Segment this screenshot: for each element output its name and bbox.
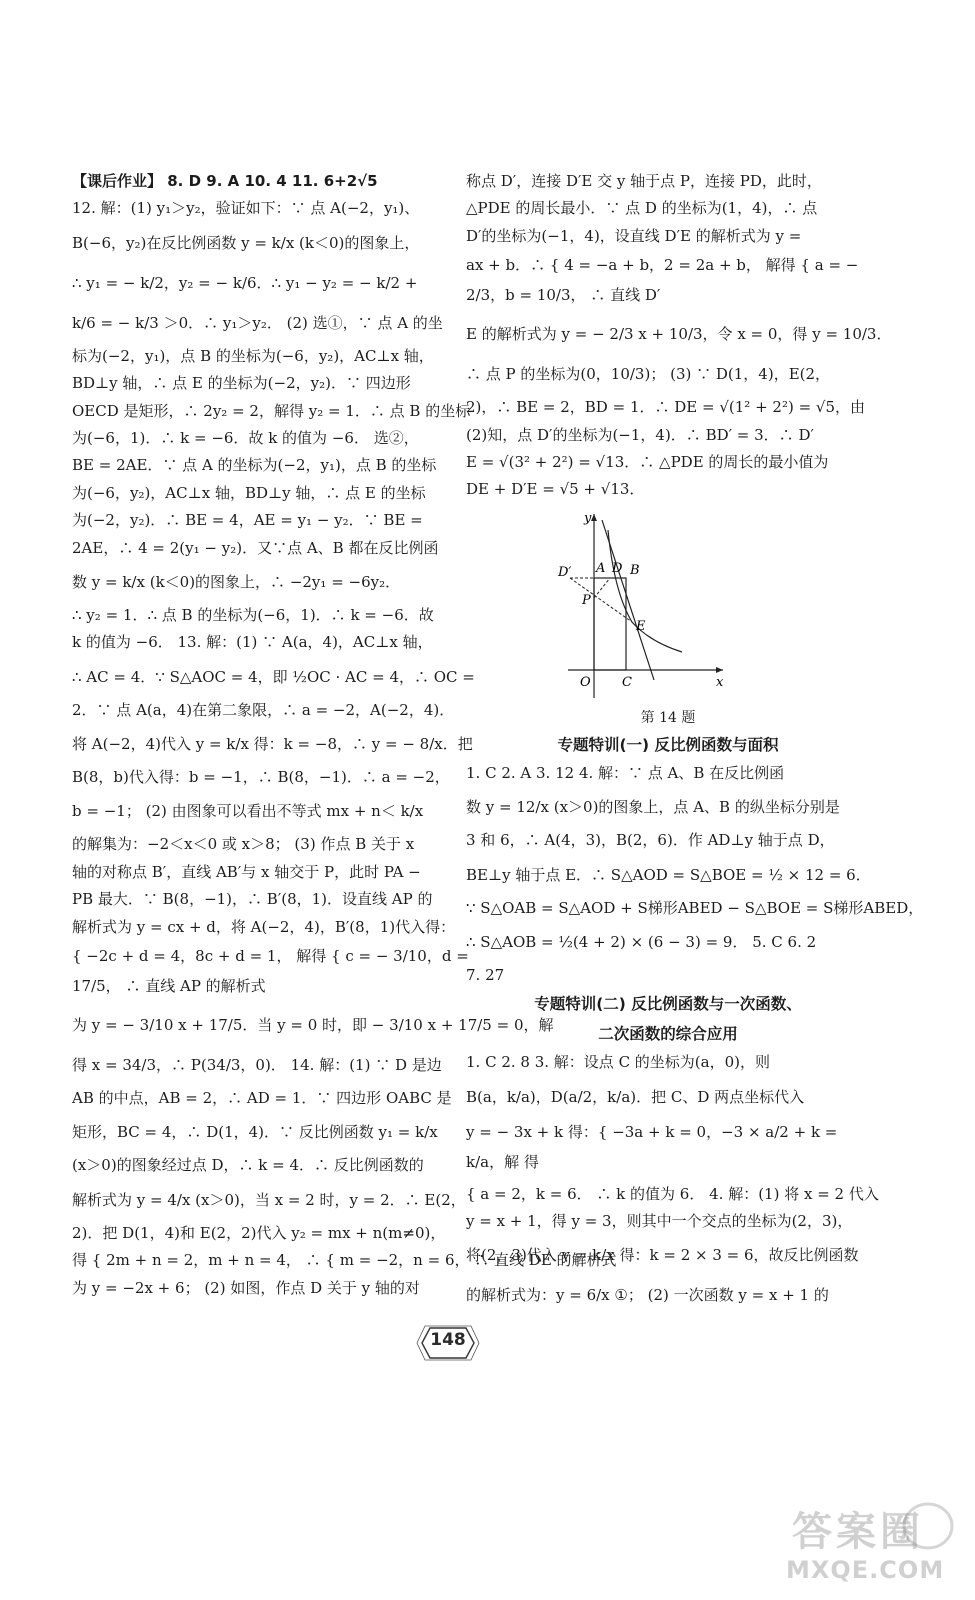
text-line: (2)知，点 D′的坐标为(−1，4)．∴ BD′ = 3．∴ D′ [466,425,814,444]
text-line: 数 y = 12/x (x＞0)的图象上，点 A、B 的纵坐标分别是 [466,798,840,817]
page-number: 148 [430,1330,466,1350]
text-line: ∴ AC = 4．∵ S△AOC = 4，即 ½OC · AC = 4，∴ OC = [72,667,475,686]
text-line: OECD 是矩形，∴ 2y₂ = 2，解得 y₂ = 1．∴ 点 B 的坐标 [72,401,471,420]
section-title: 专题特训(一) 反比例函数与面积 [557,735,779,754]
text-line: (x＞0)的图象经过点 D，∴ k = 4．∴ 反比例函数的 [72,1156,424,1175]
label-a: A [596,560,606,576]
text-line: B(8，b)代入得：b = −1，∴ B(8，−1)．∴ a = −2， [72,768,450,787]
equation-system-line: { −2c + d = 4，8c + d = 1， 解得 { c = − 3/10，d = 17/5， ∴ 直线 AP 的解析式 [72,947,469,996]
watermark-text: MXQE.COM [786,1556,945,1584]
text-line: 2AE，∴ 4 = 2(y₁ − y₂)．又∵点 A、B 都在反比例函 [72,538,439,557]
text-line: ∴ y₁ = − k/2，y₂ = − k/6．∴ y₁ − y₂ = − k/2 + [72,273,418,292]
label-d-prime: D′ [558,564,572,580]
text-line: k/6 = − k/3 ＞0．∴ y₁＞y₂． (2) 选①，∵ 点 A 的坐 [72,313,443,332]
text-line: 为(−6，1)．∴ k = −6．故 k 的值为 −6． 选②， [72,428,419,447]
label-o: O [580,674,591,690]
text-line: BE⊥y 轴于点 E．∴ S△AOD = S△BOE = ½ × 12 = 6． [466,865,871,884]
text-line: 为(−2，y₂)．∴ BE = 4，AE = y₁ − y₂．∵ BE = [72,511,423,530]
text-line: k 的值为 −6． 13. 解：(1) ∵ A(a，4)，AC⊥x 轴， [72,633,433,652]
text-line: B(−6，y₂)在反比例函数 y = k/x (k＜0)的图象上， [72,233,420,252]
text-line: AB 的中点，AB = 2，∴ AD = 1．∵ 四边形 OABC 是 [72,1089,452,1108]
text-line: BD⊥y 轴，∴ 点 E 的坐标为(−2，y₂)．∵ 四边形 [72,374,411,393]
text-line: DE + D′E = √5 + √13． [466,480,645,499]
text-line: ∴ y₂ = 1．∴ 点 B 的坐标为(−6，1)．∴ k = −6．故 [72,605,434,624]
text-line: 1. C 2. 8 3. 解：设点 C 的坐标为(a，0)，则 [466,1053,771,1072]
geometry-figure [466,510,870,706]
label-b: B [630,562,640,578]
label-x: x [716,674,724,690]
text-line: y = x + 1，得 y = 3，则其中一个交点的坐标为(2，3)， [466,1212,853,1231]
y-axis-arrow [591,514,597,521]
text-line: 的解析式为：y = 6/x ①； (2) 一次函数 y = x + 1 的 [466,1286,829,1305]
text-line: 2)．把 D(1，4)和 E(2，2)代入 y₂ = mx + n(m≠0)， [72,1223,446,1242]
text-line: 2．∵ 点 A(a，4)在第二象限，∴ a = −2，A(−2，4)． [72,700,455,719]
text-line: b = −1； (2) 由图象可以看出不等式 mx + n＜ k/x [72,802,424,821]
text-line: 为 y = − 3/10 x + 17/5．当 y = 0 时，即 − 3/10 x + 17/5 = 0，解 [72,1016,554,1035]
section-title: 专题特训(二) 反比例函数与一次函数、 [534,995,802,1014]
text-line: PB 最大．∵ B(8，−1)，∴ B′(8，1)．设直线 AP 的 [72,890,433,909]
text-line: 1. C 2. A 3. 12 4. 解：∵ 点 A、B 在反比例函 [466,763,785,782]
section-title-continued: 二次函数的综合应用 [598,1025,738,1044]
text-line: 解析式为 y = cx + d，将 A(−2，4)，B′(8，1)代入得： [72,917,456,936]
coordinate-diagram [558,510,728,700]
figure-caption: 第 14 题 [640,709,696,726]
label-p: P [582,592,591,608]
text-line: ∴ S△AOB = ½(4 + 2) × (6 − 3) = 9． 5. C 6. 2 [466,932,817,951]
text-line: △PDE 的周长最小．∵ 点 D 的坐标为(1，4)，∴ 点 [466,199,818,218]
label-c: C [622,674,632,690]
equation-system-line: y = − 3x + k 得：{ −3a + k = 0，−3 × a/2 + k = k/a，解 得 [466,1122,838,1171]
text-line: 矩形，BC = 4，∴ D(1，4)．∵ 反比例函数 y₁ = k/x [72,1123,438,1142]
text-line: 称点 D′，连接 D′E 交 y 轴于点 P，连接 PD，此时， [466,172,822,190]
equation-system-line: 得 { 2m + n = 2，m + n = 4， ∴ { m = −2，n = 6， ∴ 直线 DE 的解析式 [72,1251,617,1270]
text-line: 为 y = −2x + 6； (2) 如图，作点 D 关于 y 轴的对 [72,1278,420,1297]
text-line: 的解集为：−2＜x＜0 或 x＞8； (3) 作点 B 关于 x [72,835,415,854]
x-axis-arrow [716,667,723,673]
text-line: B(a，k/a)，D(a/2，k/a)．把 C、D 两点坐标代入 [466,1087,805,1106]
text-line: D′的坐标为(−1，4)，设直线 D′E 的解析式为 y = [466,226,802,245]
right-column [466,168,924,1315]
text-line: 3 和 6，∴ A(4，3)，B(2，6)．作 AD⊥y 轴于点 D， [466,831,835,850]
dashed-segment-pd [594,578,610,598]
text-line: 为(−6，y₂)，AC⊥x 轴，BD⊥y 轴，∴ 点 E 的坐标 [72,483,426,502]
equation-system-line: { a = 2，k = 6． ∴ k 的值为 6． 4. 解：(1) 将 x = 2 代入 [466,1184,879,1203]
label-d: D [612,560,623,576]
text-line: 12. 解：(1) y₁＞y₂，验证如下：∵ 点 A(−2，y₁)、 [72,199,420,218]
text-line: BE = 2AE．∵ 点 A 的坐标为(−2，y₁)，点 B 的坐标 [72,456,437,475]
text-line: 2)，∴ BE = 2，BD = 1．∴ DE = √(1² + 2²) = √5，由 [466,398,866,417]
text-line: ∴ 点 P 的坐标为(0，10/3)； (3) ∵ D(1，4)，E(2， [466,365,831,384]
text-line: 标为(−2，y₁)，点 B 的坐标为(−6，y₂)，AC⊥x 轴， [72,346,434,365]
text-line: 将 A(−2，4)代入 y = k/x 得：k = −8，∴ y = − 8/x．把 [72,735,473,754]
text-line: 数 y = k/x (k＜0)的图象上，∴ −2y₁ = −6y₂． [72,572,401,591]
text-line: 7. 27 [466,965,505,984]
text-line: E = √(3² + 2²) = √13．∴ △PDE 的周长的最小值为 [466,452,829,471]
text-line: E 的解析式为 y = − 2/3 x + 10/3，令 x = 0，得 y = 10/3． [466,325,892,344]
equation-system-line: ax + b．∴ { 4 = −a + b，2 = 2a + b， 解得 { a = − 2/3，b = 10/3， ∴ 直线 D′ [466,256,859,305]
text-line: 轴的对称点 B′，直线 AB′与 x 轴交于 P，此时 PA − [72,862,421,881]
text-line-content: 【课后作业】 8. D 9. A 10. 4 11. 6+2√5 [72,172,378,190]
line-de [602,520,654,680]
watermark-glyphs: 答案圈 [792,1509,924,1555]
text-line: ∵ S△OAB = S△AOD + S梯形ABED − S△BOE = S梯形ABED， [466,898,924,917]
label-y: y [584,510,592,526]
text-line [72,168,477,195]
text-line: 将(2，3)代入 y = k/x 得：k = 2 × 3 = 6，故反比例函数 [466,1246,859,1265]
text-line: 得 x = 34/3，∴ P(34/3，0)． 14. 解：(1) ∵ D 是边 [72,1056,442,1075]
label-e: E [636,618,646,634]
text-line: 解析式为 y = 4/x (x＞0)，当 x = 2 时，y = 2．∴ E(2， [72,1190,466,1209]
